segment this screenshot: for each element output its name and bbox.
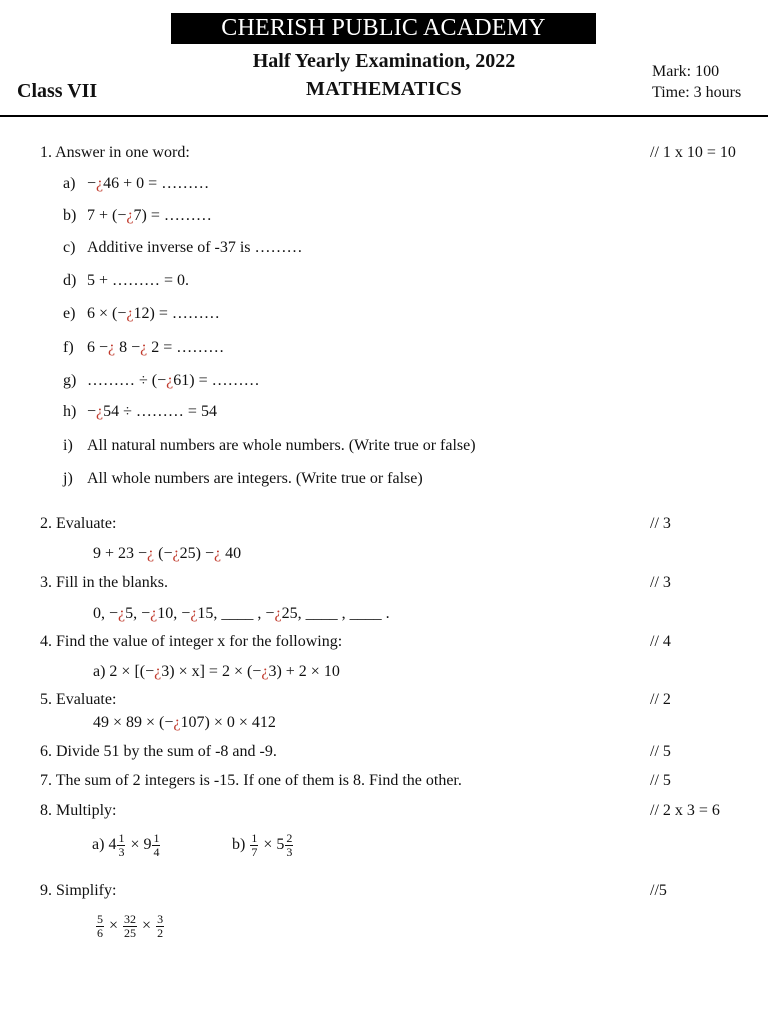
q8a-fraction-2 [152, 832, 160, 859]
q1-item-f-label: f) [63, 339, 74, 356]
q8b-operator: × [263, 836, 273, 854]
question-9-expression [95, 913, 165, 940]
question-4-marks: // 4 [650, 633, 671, 650]
q8a-den-2: 4 [153, 845, 160, 859]
header-divider [0, 115, 768, 117]
q8a-whole-2: 9 [143, 836, 152, 854]
q1-item-a-text: −¿46 + 0 = ……… [87, 175, 210, 192]
q8a-fraction-1 [117, 832, 125, 859]
question-3-title: 3. Fill in the blanks. [40, 574, 168, 591]
exam-title: Half Yearly Examination, 2022 [252, 50, 516, 72]
q9-fraction-1 [96, 913, 104, 940]
question-5-expression: 49 × 89 × (−¿107) × 0 × 412 [93, 714, 276, 731]
q8a-whole-1: 4 [108, 836, 117, 854]
exam-duration: Time: 3 hours [652, 84, 742, 101]
class-label: Class VII [17, 80, 98, 102]
q1-item-i-label: i) [63, 437, 73, 454]
q8a-den-1: 3 [118, 845, 125, 859]
q1-item-b-label: b) [63, 207, 77, 224]
school-name-banner: CHERISH PUBLIC ACADEMY [171, 13, 596, 44]
q9-operator-2: × [142, 917, 152, 935]
q9-fraction-3 [156, 913, 164, 940]
q9-den-1: 6 [97, 926, 103, 940]
q1-item-e-label: e) [63, 305, 76, 322]
q1-item-g-label: g) [63, 372, 77, 389]
question-3-sequence: 0, −¿5, −¿10, −¿15, ____ , −¿25, ____ , ____ . [93, 605, 390, 622]
question-3-marks: // 3 [650, 574, 671, 591]
q1-item-c-text: Additive inverse of -37 is ……… [87, 239, 303, 256]
q9-num-3: 3 [157, 912, 164, 926]
q9-num-1: 5 [97, 912, 103, 926]
q1-item-h-label: h) [63, 403, 77, 420]
q8a-num-1: 1 [118, 831, 125, 845]
q1-item-j-label: j) [63, 470, 73, 487]
q1-item-h-text: −¿54 ÷ ……… = 54 [87, 403, 217, 420]
q8b-den-2: 3 [286, 845, 293, 859]
q1-item-j-text: All whole numbers are integers. (Write true or false) [87, 470, 423, 487]
q9-fraction-2 [123, 913, 137, 940]
question-4-title: 4. Find the value of integer x for the following: [40, 633, 343, 650]
q1-item-c-label: c) [63, 239, 76, 256]
q9-num-2: 32 [124, 912, 137, 926]
q1-item-e-text: 6 × (−¿12) = ……… [87, 305, 220, 322]
q8b-fraction-2 [285, 832, 293, 859]
q8b-den-1: 7 [251, 845, 258, 859]
question-6-title: 6. Divide 51 by the sum of -8 and -9. [40, 743, 277, 760]
q8b-num-2: 2 [286, 831, 293, 845]
q8b-whole-2: 5 [276, 836, 285, 854]
question-2-expression: 9 + 23 −¿ (−¿25) −¿ 40 [93, 545, 242, 562]
question-5-title: 5. Evaluate: [40, 691, 117, 708]
question-2-title: 2. Evaluate: [40, 515, 117, 532]
question-8b-expression [232, 832, 294, 859]
q1-item-f-text: 6 −¿ 8 −¿ 2 = ……… [87, 339, 225, 356]
q1-item-a-label: a) [63, 175, 76, 192]
q8a-num-2: 1 [153, 831, 160, 845]
q8a-label: a) [92, 836, 105, 854]
q8b-fraction-1 [250, 832, 258, 859]
question-7-title: 7. The sum of 2 integers is -15. If one of them is 8. Find the other. [40, 772, 462, 789]
q1-item-d-label: d) [63, 272, 77, 289]
question-9-marks: //5 [650, 882, 667, 899]
subject-title: MATHEMATICS [306, 78, 462, 100]
question-8-title: 8. Multiply: [40, 802, 117, 819]
q9-den-3: 2 [157, 926, 164, 940]
q1-item-g-text: ……… ÷ (−¿61) = ……… [87, 372, 260, 389]
q8a-operator: × [130, 836, 140, 854]
question-9-title: 9. Simplify: [40, 882, 117, 899]
question-1-marks: // 1 x 10 = 10 [650, 144, 736, 161]
q9-operator-1: × [109, 917, 119, 935]
question-8a-expression [92, 832, 161, 859]
question-8-marks: // 2 x 3 = 6 [650, 802, 720, 819]
question-7-marks: // 5 [650, 772, 671, 789]
question-5-marks: // 2 [650, 691, 671, 708]
q9-den-2: 25 [124, 926, 137, 940]
q8b-num-1: 1 [251, 831, 258, 845]
q1-item-i-text: All natural numbers are whole numbers. (Write true or false) [87, 437, 476, 454]
question-4-equation: a) 2 × [(−¿3) × x] = 2 × (−¿3) + 2 × 10 [93, 663, 340, 680]
question-2-marks: // 3 [650, 515, 671, 532]
q1-item-b-text: 7 + (−¿7) = ……… [87, 207, 212, 224]
q8b-label: b) [232, 836, 246, 854]
q1-item-d-text: 5 + ……… = 0. [87, 272, 190, 289]
question-6-marks: // 5 [650, 743, 671, 760]
question-1-title: 1. Answer in one word: [40, 144, 190, 161]
total-marks: Mark: 100 [652, 63, 720, 80]
